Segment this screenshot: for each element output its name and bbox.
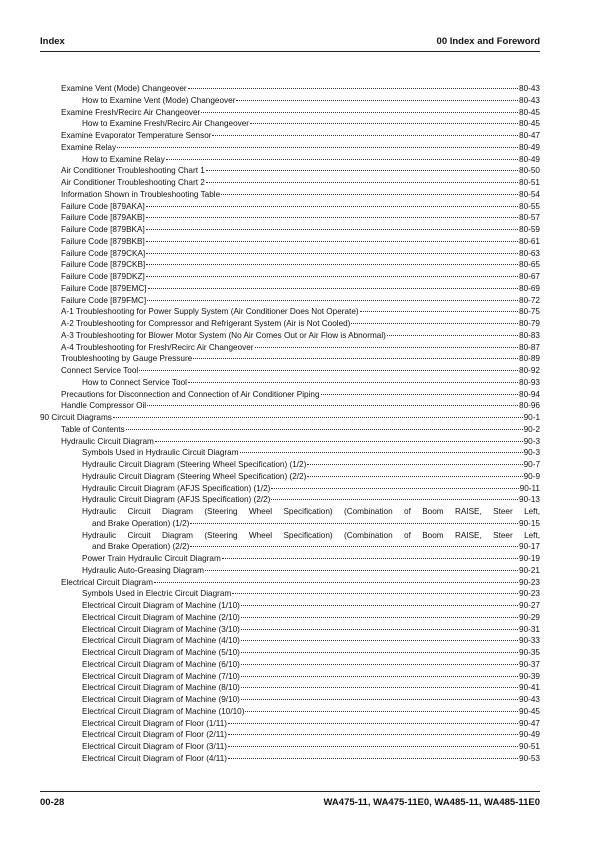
toc-entry[interactable]	[40, 565, 540, 577]
toc-entry-page: 80-72	[519, 295, 540, 305]
toc-entry-title: Failure Code [879BKA]	[61, 225, 145, 234]
toc-entry[interactable]	[40, 212, 540, 224]
toc-entry[interactable]	[40, 694, 540, 706]
toc-entry-page: 80-51	[519, 178, 540, 187]
toc-entry[interactable]	[40, 506, 540, 530]
toc-entry[interactable]	[40, 83, 540, 95]
dot-leader	[241, 676, 518, 677]
dot-leader	[241, 664, 518, 665]
dot-leader	[206, 182, 518, 183]
dot-leader	[201, 112, 518, 113]
toc-entry-title: Electrical Circuit Diagram of Floor (1/11)	[82, 718, 227, 728]
toc-entry[interactable]	[40, 494, 540, 506]
dot-leader	[166, 159, 518, 160]
toc-entry-page: 80-96	[519, 401, 540, 411]
dot-leader	[188, 382, 518, 383]
dot-leader	[188, 88, 518, 89]
toc-entry-page: 90-45	[519, 706, 540, 716]
dot-leader	[241, 652, 518, 653]
toc-entry-title: Failure Code [879EMC]	[61, 283, 147, 293]
toc-entry[interactable]	[40, 447, 540, 459]
toc-entry[interactable]	[40, 154, 540, 166]
dot-leader	[351, 323, 518, 324]
toc-entry[interactable]	[40, 753, 540, 765]
toc-entry[interactable]	[40, 635, 540, 647]
header-chapter-label: 00 Index and Foreword	[436, 36, 540, 47]
dot-leader	[228, 734, 518, 735]
toc-entry[interactable]	[40, 118, 540, 130]
dot-leader	[241, 629, 518, 630]
toc-entry-title: Electrical Circuit Diagram of Machine (2/10)	[82, 612, 240, 622]
dot-leader	[190, 546, 518, 547]
toc-entry[interactable]	[40, 718, 540, 730]
toc-entry-page: 80-59	[519, 225, 540, 234]
dot-leader	[154, 582, 518, 583]
toc-entry-title: Electrical Circuit Diagram of Machine (9/10)	[82, 695, 240, 704]
toc-entry[interactable]	[40, 318, 540, 330]
toc-entry-title: How to Examine Vent (Mode) Changeover	[82, 95, 236, 105]
table-of-contents	[40, 83, 540, 765]
dot-leader	[321, 394, 519, 395]
toc-entry[interactable]	[40, 259, 540, 271]
toc-entry[interactable]	[40, 377, 540, 389]
dot-leader	[221, 194, 518, 195]
toc-entry[interactable]	[40, 330, 540, 342]
toc-entry[interactable]	[40, 306, 540, 318]
toc-entry-page: 80-63	[519, 248, 540, 258]
toc-entry[interactable]	[40, 424, 540, 436]
toc-entry[interactable]	[40, 706, 540, 718]
dot-leader	[155, 441, 523, 442]
toc-entry-page: 80-92	[519, 366, 540, 375]
toc-entry[interactable]	[40, 530, 540, 554]
dot-leader	[146, 276, 518, 277]
toc-entry[interactable]	[40, 412, 540, 424]
dot-leader	[387, 335, 518, 336]
dot-leader	[113, 417, 523, 418]
dot-leader	[307, 464, 522, 465]
toc-entry-title: Precautions for Disconnection and Connection of Air Conditioner Piping	[61, 389, 320, 399]
toc-entry-title: A-2 Troubleshooting for Compressor and Refrigerant System (Air is Not Cooled)	[61, 319, 351, 328]
toc-entry-title: Symbols Used in Hydraulic Circuit Diagram	[82, 448, 239, 458]
toc-entry-page: 80-65	[519, 260, 540, 270]
page-number: 00-28	[40, 797, 65, 808]
toc-entry-page: 90-1	[523, 413, 540, 422]
toc-entry[interactable]	[40, 283, 540, 295]
toc-entry[interactable]	[40, 553, 540, 565]
toc-entry[interactable]	[40, 165, 540, 177]
toc-entry-title-continued: and Brake Operation) (2/2)	[92, 542, 190, 552]
dot-leader	[241, 640, 518, 641]
toc-entry[interactable]	[40, 248, 540, 260]
toc-entry-title: Electrical Circuit Diagram of Machine (3/10)	[82, 624, 240, 634]
dot-leader	[245, 711, 518, 712]
toc-entry-title: Examine Fresh/Recirc Air Changeover	[61, 107, 201, 117]
toc-entry-title: Electrical Circuit Diagram of Machine (6/10)	[82, 659, 240, 669]
toc-entry-title: Hydraulic Circuit Diagram	[61, 436, 154, 446]
toc-entry-page: 90-27	[519, 601, 540, 610]
toc-entry-page: 80-49	[519, 154, 540, 164]
toc-entry-page: 90-17	[519, 542, 540, 552]
toc-entry-page: 80-43	[519, 84, 540, 93]
toc-entry-page: 90-53	[519, 753, 540, 763]
toc-entry[interactable]	[40, 295, 540, 307]
toc-entry-page: 80-93	[519, 377, 540, 387]
toc-entry[interactable]	[40, 483, 540, 495]
dot-leader	[147, 300, 518, 301]
toc-entry-page: 90-29	[519, 612, 540, 622]
toc-entry-page: 90-47	[519, 718, 540, 728]
dot-leader	[241, 699, 518, 700]
toc-entry-title: Failure Code [879DKZ]	[61, 272, 145, 281]
toc-entry[interactable]	[40, 459, 540, 471]
toc-entry[interactable]	[40, 177, 540, 189]
toc-entry-title: How to Connect Service Tool	[82, 377, 187, 387]
toc-entry-title: A-3 Troubleshooting for Blower Motor System (No Air Comes Out or Air Flow is Abnormal)	[61, 330, 386, 340]
toc-entry-title: Electrical Circuit Diagram	[61, 577, 153, 587]
toc-entry-title: Hydraulic Circuit Diagram (AFJS Specification) (2/2)	[82, 495, 271, 505]
toc-entry-page: 80-94	[519, 389, 540, 399]
header-section-label: Index	[40, 36, 65, 47]
toc-entry-title: Electrical Circuit Diagram of Machine (10/10)	[82, 706, 245, 716]
page-header	[40, 36, 540, 47]
toc-entry-page: 90-23	[519, 577, 540, 587]
toc-entry[interactable]	[40, 201, 540, 213]
toc-entry-page: 80-49	[519, 142, 540, 152]
dot-leader	[228, 758, 518, 759]
dot-leader	[241, 605, 518, 606]
toc-entry-page: 90-49	[519, 730, 540, 740]
toc-entry-title: A-4 Troubleshooting for Fresh/Recirc Air Changeover	[61, 342, 254, 352]
toc-entry-page: 80-57	[519, 213, 540, 223]
toc-entry-page: 90-35	[519, 648, 540, 657]
toc-entry-page: 90-21	[519, 565, 540, 575]
page-footer	[40, 797, 540, 808]
dot-leader	[232, 593, 518, 594]
toc-entry-title: Failure Code [879CKA]	[61, 248, 146, 258]
dot-leader	[307, 476, 522, 477]
dot-leader	[271, 488, 518, 489]
toc-entry-title: Failure Code [879AKB]	[61, 213, 145, 223]
toc-entry-title: Hydraulic Circuit Diagram (AFJS Specification) (1/2)	[82, 483, 271, 493]
toc-entry-page: 90-41	[519, 683, 540, 693]
dot-leader	[212, 135, 518, 136]
toc-entry[interactable]	[40, 671, 540, 683]
dot-leader	[146, 253, 518, 254]
toc-entry-page: 90-13	[519, 495, 540, 505]
dot-leader	[255, 347, 519, 348]
toc-entry-page: 80-45	[519, 107, 540, 117]
toc-entry[interactable]	[40, 436, 540, 448]
toc-entry-title: Hydraulic Circuit Diagram (Steering Wheel Specification) (Combination of Boom RAISE, Steer Left,	[82, 530, 540, 540]
dot-leader	[190, 523, 518, 524]
toc-entry[interactable]	[40, 659, 540, 671]
toc-entry-title: Power Train Hydraulic Circuit Diagram	[82, 554, 221, 563]
toc-entry[interactable]	[40, 365, 540, 377]
toc-entry[interactable]	[40, 741, 540, 753]
toc-entry-title: Examine Evaporator Temperature Sensor	[61, 131, 212, 140]
toc-entry[interactable]	[40, 236, 540, 248]
toc-entry[interactable]	[40, 271, 540, 283]
dot-leader	[146, 217, 518, 218]
dot-leader	[147, 405, 518, 406]
toc-entry-page: 80-50	[519, 166, 540, 176]
toc-entry[interactable]	[40, 600, 540, 612]
toc-entry[interactable]	[40, 342, 540, 354]
toc-entry-title: Electrical Circuit Diagram of Machine (8/10)	[82, 683, 240, 693]
dot-leader	[206, 170, 518, 171]
toc-entry-page: 80-45	[519, 119, 540, 129]
toc-entry-page: 90-31	[519, 624, 540, 634]
toc-entry-title: Information Shown in Troubleshooting Table	[61, 189, 221, 199]
toc-entry-page: 90-9	[523, 471, 540, 481]
dot-leader	[146, 206, 518, 207]
toc-entry[interactable]	[40, 189, 540, 201]
toc-entry-page: 80-61	[519, 236, 540, 246]
toc-entry-title: Electrical Circuit Diagram of Machine (4/10)	[82, 636, 240, 646]
toc-entry-page: 80-54	[519, 189, 540, 199]
toc-entry[interactable]	[40, 107, 540, 119]
dot-leader	[271, 499, 518, 500]
toc-entry-title: Electrical Circuit Diagram of Floor (4/11)	[82, 753, 227, 763]
dot-leader	[146, 264, 518, 265]
toc-entry-page: 90-37	[519, 659, 540, 669]
dot-leader	[240, 452, 523, 453]
toc-entry[interactable]	[40, 682, 540, 694]
toc-entry-page: 80-87	[519, 342, 540, 352]
toc-entry-page: 90-2	[523, 424, 540, 434]
toc-entry-page: 90-19	[519, 554, 540, 563]
toc-entry-page: 80-75	[519, 307, 540, 317]
toc-entry-title: Handle Compressor Oil	[61, 401, 147, 411]
toc-entry[interactable]	[40, 471, 540, 483]
toc-entry-title: Failure Code [879BKB]	[61, 236, 145, 246]
toc-entry-page: 80-79	[519, 319, 540, 328]
toc-entry-title: Connect Service Tool	[61, 366, 139, 375]
toc-entry-title: Electrical Circuit Diagram of Floor (3/11)	[82, 742, 227, 751]
toc-entry[interactable]	[40, 389, 540, 401]
dot-leader	[146, 241, 518, 242]
toc-entry-title: Electrical Circuit Diagram of Machine (7/10)	[82, 671, 240, 681]
toc-entry-title: Examine Relay	[61, 142, 117, 152]
toc-entry[interactable]	[40, 224, 540, 236]
toc-entry[interactable]	[40, 729, 540, 741]
toc-entry-title: How to Examine Fresh/Recirc Air Changeover	[82, 119, 249, 129]
toc-entry-page: 90-51	[519, 742, 540, 751]
toc-entry-title: A-1 Troubleshooting for Power Supply System (Air Conditioner Does Not Operate)	[61, 307, 359, 317]
toc-entry[interactable]	[40, 588, 540, 600]
dot-leader	[205, 570, 518, 571]
toc-entry[interactable]	[40, 95, 540, 107]
toc-entry-page: 80-47	[519, 131, 540, 140]
dot-leader	[126, 429, 523, 430]
toc-entry[interactable]	[40, 624, 540, 636]
header-divider	[40, 51, 540, 52]
dot-leader	[228, 746, 518, 747]
toc-entry[interactable]	[40, 142, 540, 154]
toc-entry-title: Hydraulic Auto-Greasing Diagram	[82, 565, 204, 575]
toc-entry-page: 80-89	[519, 354, 540, 364]
toc-entry-page: 80-55	[519, 201, 540, 211]
toc-entry[interactable]	[40, 400, 540, 412]
toc-entry-page: 90-23	[519, 589, 540, 599]
toc-entry-page: 90-43	[519, 695, 540, 704]
toc-entry-title-continued: and Brake Operation) (1/2)	[92, 518, 190, 528]
toc-entry[interactable]	[40, 577, 540, 589]
dot-leader	[228, 723, 518, 724]
dot-leader	[193, 358, 518, 359]
model-list: WA475-11, WA475-11E0, WA485-11, WA485-11E0	[323, 797, 540, 808]
toc-entry-title: Troubleshooting by Gauge Pressure	[61, 354, 193, 364]
toc-entry-title: Examine Vent (Mode) Changeover	[61, 84, 187, 93]
toc-entry-title: How to Examine Relay	[82, 154, 165, 164]
toc-entry-title: Hydraulic Circuit Diagram (Steering Wheel Specification) (2/2)	[82, 471, 307, 481]
toc-entry-title: Hydraulic Circuit Diagram (Steering Wheel Specification) (Combination of Boom RAISE, Steer Left,	[82, 507, 540, 516]
toc-entry-page: 90-15	[519, 518, 540, 528]
toc-entry-title: Symbols Used in Electric Circuit Diagram	[82, 589, 232, 599]
toc-entry-title: Electrical Circuit Diagram of Machine (5/10)	[82, 648, 240, 657]
toc-entry-title: 90 Circuit Diagrams	[40, 413, 112, 422]
toc-entry-page: 80-83	[519, 330, 540, 340]
dot-leader	[241, 687, 518, 688]
dot-leader	[117, 147, 518, 148]
toc-entry-title: Failure Code [879AKA]	[61, 201, 145, 211]
dot-leader	[139, 370, 518, 371]
toc-entry-title: Electrical Circuit Diagram of Machine (1/10)	[82, 601, 240, 610]
toc-entry[interactable]	[40, 130, 540, 142]
toc-entry-page: 80-43	[519, 95, 540, 105]
toc-entry-page: 90-7	[523, 460, 540, 469]
toc-entry-page: 90-11	[519, 483, 540, 493]
dot-leader	[222, 558, 518, 559]
dot-leader	[241, 617, 518, 618]
dot-leader	[250, 123, 518, 124]
footer-divider	[40, 791, 540, 792]
dot-leader	[146, 229, 518, 230]
toc-entry-page: 80-67	[519, 272, 540, 281]
toc-entry-page: 90-3	[523, 448, 540, 458]
toc-entry-title: Failure Code [879FMC]	[61, 295, 147, 305]
toc-entry-page: 80-69	[519, 283, 540, 293]
toc-entry[interactable]	[40, 612, 540, 624]
toc-entry-page: 90-3	[523, 436, 540, 446]
dot-leader	[148, 288, 518, 289]
toc-entry[interactable]	[40, 647, 540, 659]
toc-entry-title: Failure Code [879CKB]	[61, 260, 146, 270]
toc-entry[interactable]	[40, 353, 540, 365]
dot-leader	[236, 100, 518, 101]
toc-entry-page: 90-33	[519, 636, 540, 646]
toc-entry-title: Hydraulic Circuit Diagram (Steering Wheel Specification) (1/2)	[82, 460, 307, 469]
dot-leader	[360, 311, 518, 312]
toc-entry-title: Table of Contents	[61, 424, 125, 434]
toc-entry-title: Air Conditioner Troubleshooting Chart 2	[61, 178, 205, 187]
toc-entry-title: Air Conditioner Troubleshooting Chart 1	[61, 166, 205, 176]
toc-entry-title: Electrical Circuit Diagram of Floor (2/11)	[82, 730, 227, 740]
toc-entry-page: 90-39	[519, 671, 540, 681]
